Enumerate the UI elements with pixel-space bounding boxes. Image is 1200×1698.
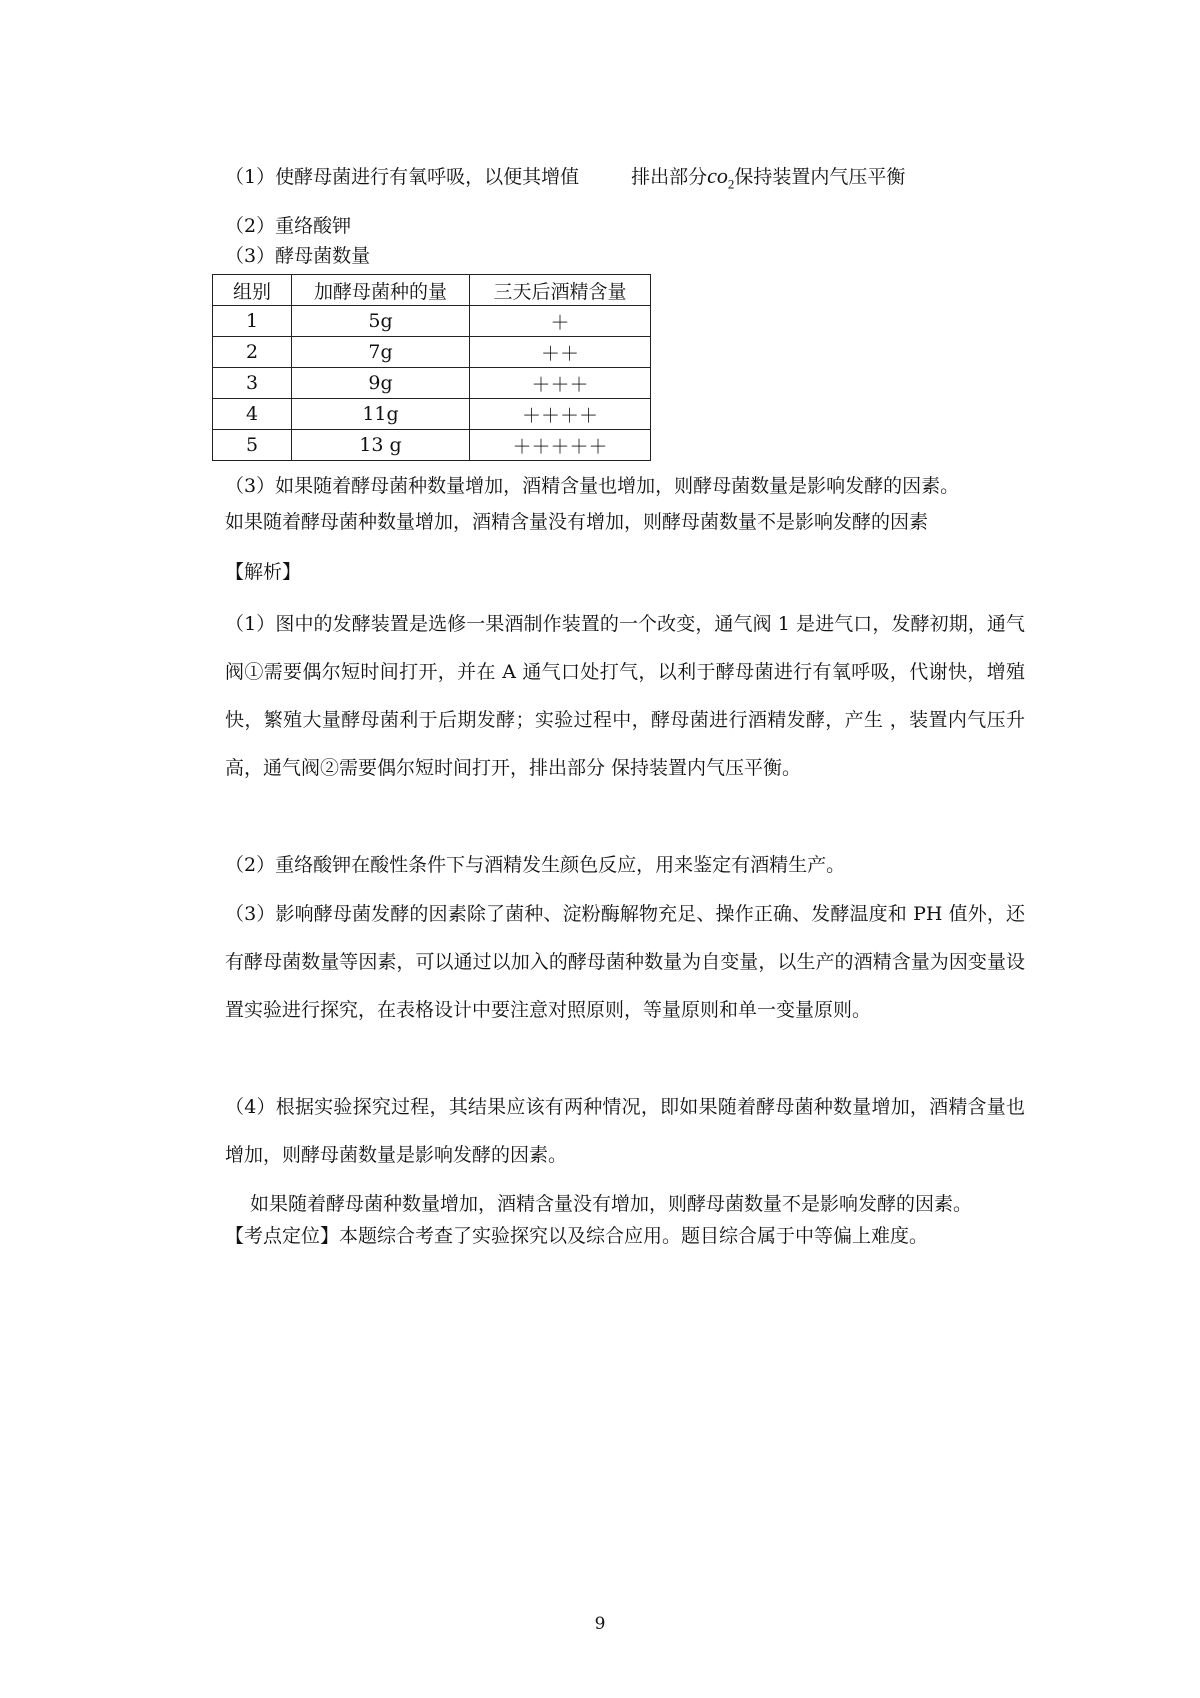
table-row: [213, 399, 651, 430]
analysis-paragraph-5: 如果随着酵母菌种数量增加，酒精含量没有增加，则酵母菌数量不是影响发酵的因素。: [250, 1193, 973, 1215]
table-cell: 3: [213, 368, 292, 399]
table-cell: ＋＋＋: [470, 368, 651, 399]
table-cell: 13 g: [292, 430, 470, 461]
table-cell: ＋: [470, 306, 651, 337]
answer-1-part2-end: 保持装置内气压平衡: [734, 166, 906, 188]
analysis-paragraph-4: （4）根据实验探究过程，其结果应该有两种情况，即如果随着酵母菌种数量增加，酒精含量也增加，则酵母菌数量是影响发酵的因素。: [225, 1096, 1025, 1166]
table-row: [213, 306, 651, 337]
table-cell: 5: [213, 430, 292, 461]
kaodian-line: 【考点定位】本题综合考查了实验探究以及综合应用。题目综合属于中等偏上难度。: [225, 1225, 929, 1247]
table-cell: ＋＋＋＋＋: [470, 430, 651, 461]
analysis-paragraph-3: （3）影响酵母菌发酵的因素除了菌种、淀粉酶解物充足、操作正确、发酵温度和 PH 值外，还有酵母菌数量等因素，可以通过以加入的酵母菌种数量为自变量，以生产的酒精含量为因变量设置实验进行探究，在表格设计中要注意对照原则，等量原则和单一变量原则。: [225, 903, 1025, 1021]
table-cell: 2: [213, 337, 292, 368]
table-header-row: [213, 275, 651, 306]
experiment-table: [212, 274, 651, 461]
table-cell: 1: [213, 306, 292, 337]
table-header: 加酵母菌种的量: [292, 275, 470, 306]
table-header: 组别: [213, 275, 292, 306]
analysis-title: 【解析】: [225, 561, 302, 583]
table-header: 三天后酒精含量: [470, 275, 651, 306]
table-cell: ＋＋: [470, 337, 651, 368]
answer-3: （3）酵母菌数量: [225, 245, 371, 267]
co2-formula: $co_2$: [707, 163, 735, 192]
table-row: [213, 368, 651, 399]
conclusion-line-2: 如果随着酵母菌种数量增加，酒精含量没有增加，则酵母菌数量不是影响发酵的因素: [225, 511, 929, 533]
table-cell: 7g: [292, 337, 470, 368]
analysis-paragraph-1: （1）图中的发酵装置是选修一果酒制作装置的一个改变，通气阀 1 是进气口，发酵初期，通气阀①需要偶尔短时间打开，并在 A 通气口处打气，以利于酵母菌进行有氧呼吸，代谢快，增殖快，繁殖大量酵母菌利于后期发酵；实验过程中，酵母菌进行酒精发酵，产生 ，装置内气压升高，通气阀②需要偶尔短时间打开，排出部分 保持装置内气压平衡。: [225, 613, 1025, 779]
table-cell: 5g: [292, 306, 470, 337]
table-cell: 11g: [292, 399, 470, 430]
table-cell: 9g: [292, 368, 470, 399]
page-number: 9: [594, 1614, 606, 1634]
answer-2: （2）重络酸钾: [225, 215, 352, 237]
table-row: [213, 430, 651, 461]
conclusion-line-1: （3）如果随着酵母菌种数量增加，酒精含量也增加，则酵母菌数量是影响发酵的因素。: [225, 475, 960, 497]
answer-1-prefix: （1）使酵母菌进行有氧呼吸，以便其增值: [225, 166, 580, 188]
answer-1: [225, 164, 905, 196]
answer-1-part2: 排出部分: [631, 166, 708, 188]
analysis-paragraph-2: （2）重络酸钾在酸性条件下与酒精发生颜色反应，用来鉴定有酒精生产。: [225, 854, 846, 876]
table-cell: ＋＋＋＋: [470, 399, 651, 430]
table-row: [213, 337, 651, 368]
table-cell: 4: [213, 399, 292, 430]
